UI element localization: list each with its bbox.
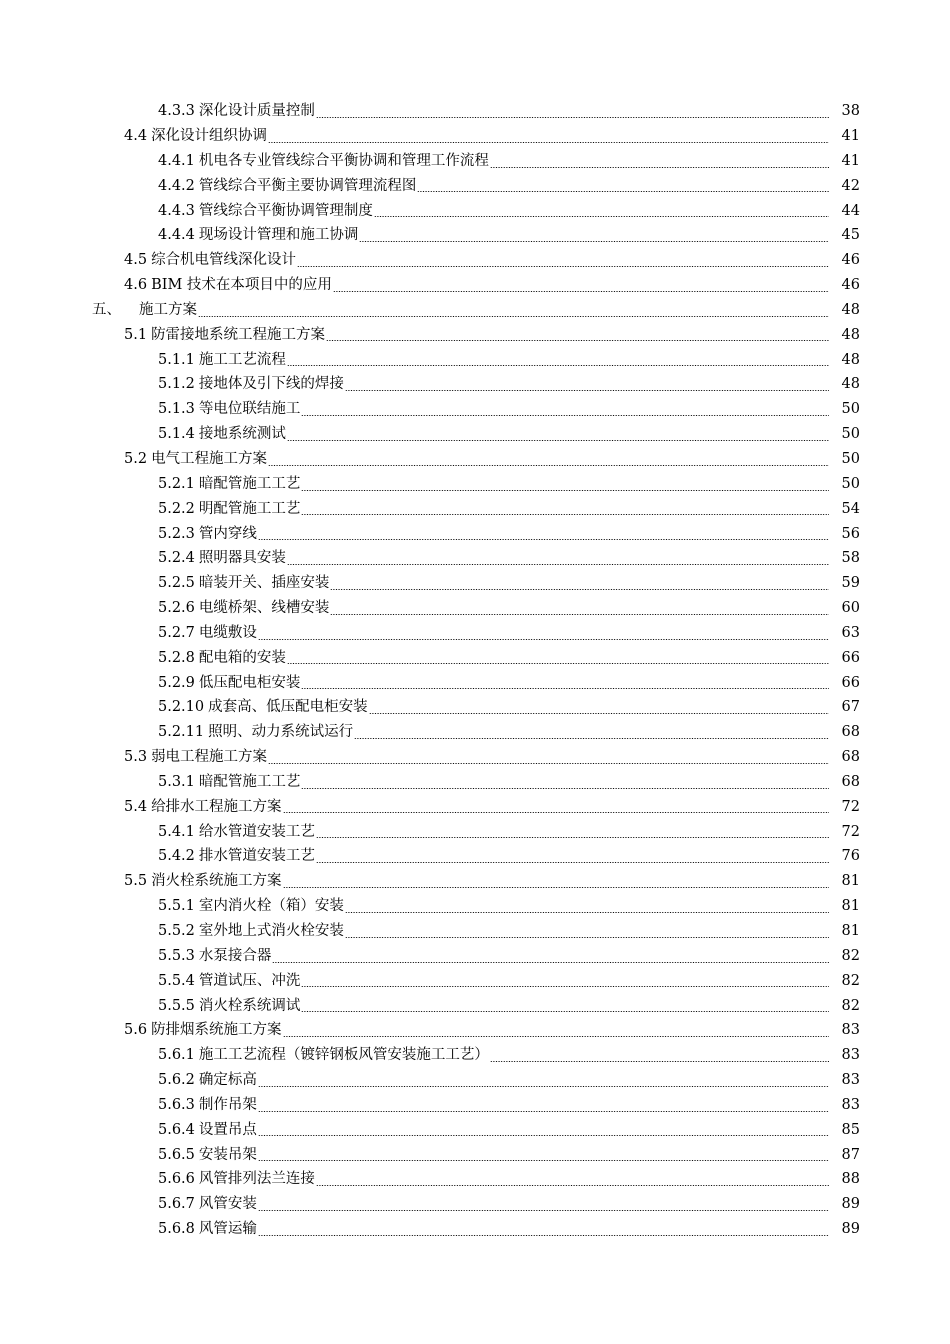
dot-leader — [359, 241, 829, 242]
toc-entry-title: 安装吊架 — [198, 1146, 257, 1163]
toc-entry-title: 电气工程施工方案 — [151, 450, 268, 467]
toc-entry-number: 5.5.1 — [158, 898, 195, 915]
dot-leader — [345, 390, 829, 391]
toc-entry-page-number: 81 — [841, 923, 860, 940]
dot-leader — [326, 340, 829, 341]
toc-entry-number: 5.6.6 — [158, 1171, 195, 1188]
toc-entry-page-number: 83 — [841, 1072, 860, 1089]
dot-leader — [301, 415, 829, 416]
dot-leader — [258, 539, 829, 540]
toc-entry[interactable] — [0, 670, 950, 695]
toc-entry-page-number: 50 — [841, 426, 860, 443]
toc-entry-number: 5.6.2 — [158, 1072, 195, 1089]
dot-leader — [316, 837, 829, 838]
toc-entry-page-number: 87 — [841, 1146, 860, 1163]
toc-entry-number: 4.4.4 — [158, 227, 195, 244]
dot-leader — [345, 912, 829, 913]
dot-leader — [490, 167, 829, 168]
toc-entry-title: 机电各专业管线综合平衡协调和管理工作流程 — [198, 152, 489, 169]
toc-entry-title: 确定标高 — [198, 1072, 257, 1089]
toc-entry-title: 暗配管施工工艺 — [198, 475, 301, 492]
toc-entry-title: 施工工艺流程（镀锌钢板风管安装施工工艺） — [198, 1047, 489, 1064]
table-of-contents — [0, 99, 950, 1242]
toc-entry-page-number: 60 — [841, 600, 860, 617]
toc-entry-number: 4.3.3 — [158, 103, 195, 120]
toc-entry-number: 4.4.2 — [158, 177, 195, 194]
toc-entry-number: 5.2.1 — [158, 475, 195, 492]
toc-entry-title: 深化设计组织协调 — [151, 128, 268, 145]
toc-entry-page-number: 68 — [841, 749, 860, 766]
toc-entry-title: 防雷接地系统工程施工方案 — [151, 326, 326, 343]
toc-entry-page-number: 89 — [841, 1196, 860, 1213]
toc-entry-title: 风管排列法兰连接 — [198, 1171, 315, 1188]
toc-entry-number: 5.1 — [124, 326, 148, 343]
toc-entry-page-number: 83 — [841, 1022, 860, 1039]
toc-entry-page-number: 54 — [841, 500, 860, 517]
toc-entry[interactable] — [0, 770, 950, 795]
toc-entry-number: 5.1.2 — [158, 376, 195, 393]
toc-entry-page-number: 48 — [841, 301, 860, 318]
toc-entry-number: 5.6.7 — [158, 1196, 195, 1213]
toc-entry-page-number: 81 — [841, 873, 860, 890]
toc-entry-page-number: 66 — [841, 649, 860, 666]
toc-entry[interactable] — [0, 149, 950, 174]
toc-entry[interactable] — [0, 546, 950, 571]
toc-entry-title: 配电箱的安装 — [198, 649, 286, 666]
toc-entry-number: 5.5 — [124, 873, 148, 890]
toc-entry-title: 电缆桥架、线槽安装 — [198, 600, 330, 617]
dot-leader — [268, 465, 829, 466]
dot-leader — [258, 1086, 829, 1087]
toc-entry[interactable] — [0, 347, 950, 372]
toc-entry-number: 5.2.8 — [158, 649, 195, 666]
toc-entry-number: 5.2.6 — [158, 600, 195, 617]
toc-entry[interactable] — [0, 223, 950, 248]
dot-leader — [354, 738, 829, 739]
toc-entry-page-number: 83 — [841, 1096, 860, 1113]
toc-entry-page-number: 41 — [841, 152, 860, 169]
toc-entry-page-number: 50 — [841, 401, 860, 418]
toc-entry-page-number: 72 — [841, 798, 860, 815]
toc-entry-title: 管线综合平衡主要协调管理流程图 — [198, 177, 417, 194]
dot-leader — [258, 1210, 829, 1211]
toc-entry-number: 4.5 — [124, 252, 148, 269]
toc-entry[interactable] — [0, 397, 950, 422]
toc-entry-title: 消火栓系统调试 — [198, 997, 301, 1014]
toc-entry-number: 5.2.2 — [158, 500, 195, 517]
toc-entry-title: 深化设计质量控制 — [198, 103, 315, 120]
toc-entry-page-number: 81 — [841, 898, 860, 915]
toc-entry-title: 排水管道安装工艺 — [198, 848, 315, 865]
dot-leader — [301, 788, 829, 789]
toc-entry[interactable] — [0, 1043, 950, 1068]
dot-leader — [283, 1036, 829, 1037]
toc-entry[interactable] — [0, 1142, 950, 1167]
toc-entry-number: 5.6.4 — [158, 1121, 195, 1138]
dot-leader — [287, 564, 829, 565]
dot-leader — [258, 639, 829, 640]
toc-entry-title: 给排水工程施工方案 — [151, 798, 282, 815]
toc-entry[interactable] — [0, 273, 950, 298]
toc-entry-title: 风管运输 — [198, 1221, 257, 1238]
toc-entry-page-number: 68 — [841, 773, 860, 790]
toc-entry[interactable] — [0, 1192, 950, 1217]
toc-entry-number: 5.6.5 — [158, 1146, 195, 1163]
toc-entry[interactable] — [0, 372, 950, 397]
toc-entry-page-number: 42 — [841, 177, 860, 194]
toc-entry-number: 5.5.2 — [158, 923, 195, 940]
toc-entry[interactable] — [0, 745, 950, 770]
toc-entry[interactable] — [0, 571, 950, 596]
toc-entry-title: 照明器具安装 — [198, 550, 286, 567]
toc-entry-title: 管道试压、冲洗 — [198, 972, 301, 989]
toc-entry[interactable] — [0, 819, 950, 844]
dot-leader — [301, 688, 829, 689]
dot-leader — [198, 316, 829, 317]
toc-entry-title: 暗配管施工工艺 — [198, 773, 301, 790]
toc-entry-page-number: 82 — [841, 972, 860, 989]
toc-entry-title: 风管安装 — [198, 1196, 257, 1213]
dot-leader — [258, 1135, 829, 1136]
dot-leader — [369, 713, 829, 714]
toc-entry[interactable] — [0, 472, 950, 497]
toc-entry-page-number: 38 — [841, 103, 860, 120]
dot-leader — [374, 216, 829, 217]
toc-entry-number: 5.2 — [124, 450, 148, 467]
toc-entry[interactable] — [0, 621, 950, 646]
toc-entry[interactable] — [0, 447, 950, 472]
toc-entry[interactable] — [0, 695, 950, 720]
toc-entry-title: 照明、动力系统试运行 — [208, 724, 354, 741]
toc-entry[interactable] — [0, 894, 950, 919]
toc-entry-page-number: 85 — [841, 1121, 860, 1138]
toc-entry[interactable] — [0, 198, 950, 223]
toc-entry-page-number: 44 — [841, 202, 860, 219]
toc-entry-page-number: 41 — [841, 128, 860, 145]
toc-entry-number: 5.3.1 — [158, 773, 195, 790]
dot-leader — [316, 862, 829, 863]
dot-leader — [301, 490, 829, 491]
toc-entry-page-number: 76 — [841, 848, 860, 865]
dot-leader — [258, 1160, 829, 1161]
toc-entry-title: 接地系统测试 — [198, 426, 286, 443]
toc-entry-page-number: 48 — [841, 376, 860, 393]
toc-entry[interactable] — [0, 795, 950, 820]
toc-entry[interactable] — [0, 919, 950, 944]
toc-entry-page-number: 66 — [841, 674, 860, 691]
toc-entry-number: 5.2.4 — [158, 550, 195, 567]
toc-entry-title: 消火栓系统施工方案 — [151, 873, 282, 890]
toc-entry[interactable] — [0, 1118, 950, 1143]
toc-entry-number: 5.5.3 — [158, 947, 195, 964]
toc-entry-page-number: 45 — [841, 227, 860, 244]
toc-entry-page-number: 50 — [841, 450, 860, 467]
dot-leader — [272, 962, 829, 963]
dot-leader — [287, 663, 829, 664]
toc-entry-number: 5.5.4 — [158, 972, 195, 989]
toc-entry-page-number: 48 — [841, 326, 860, 343]
toc-entry-number: 5.2.3 — [158, 525, 195, 542]
dot-leader — [258, 1235, 829, 1236]
dot-leader — [316, 1185, 829, 1186]
toc-entry-number: 4.4.3 — [158, 202, 195, 219]
toc-entry-page-number: 82 — [841, 947, 860, 964]
toc-entry[interactable] — [0, 1093, 950, 1118]
toc-entry-page-number: 68 — [841, 724, 860, 741]
toc-entry-number: 五、 — [92, 301, 121, 318]
dot-leader — [287, 440, 829, 441]
toc-entry-title: 弱电工程施工方案 — [151, 749, 268, 766]
toc-entry[interactable] — [0, 646, 950, 671]
toc-entry-number: 5.4.2 — [158, 848, 195, 865]
toc-entry[interactable] — [0, 99, 950, 124]
toc-entry-number: 5.2.9 — [158, 674, 195, 691]
dot-leader — [490, 1061, 829, 1062]
toc-entry-page-number: 67 — [841, 699, 860, 716]
toc-entry[interactable] — [0, 969, 950, 994]
toc-entry-page-number: 48 — [841, 351, 860, 368]
toc-entry-title: 接地体及引下线的焊接 — [198, 376, 344, 393]
dot-leader — [283, 887, 829, 888]
toc-entry-number: 5.3 — [124, 749, 148, 766]
toc-entry-number: 5.1.1 — [158, 351, 195, 368]
dot-leader — [333, 291, 829, 292]
toc-entry[interactable] — [0, 521, 950, 546]
dot-leader — [283, 812, 829, 813]
toc-entry[interactable] — [0, 1167, 950, 1192]
toc-entry-title: 水泵接合器 — [198, 947, 272, 964]
toc-entry-number: 5.4.1 — [158, 823, 195, 840]
toc-entry[interactable] — [0, 1018, 950, 1043]
toc-entry-number: 5.1.3 — [158, 401, 195, 418]
toc-entry-number: 5.6 — [124, 1022, 148, 1039]
toc-entry-page-number: 50 — [841, 475, 860, 492]
toc-entry-title: 明配管施工工艺 — [198, 500, 301, 517]
toc-entry-number: 5.6.8 — [158, 1221, 195, 1238]
toc-entry-page-number: 46 — [841, 277, 860, 294]
toc-entry-number: 4.6 — [124, 277, 148, 294]
toc-entry-title: 防排烟系统施工方案 — [151, 1022, 282, 1039]
toc-entry[interactable] — [0, 993, 950, 1018]
toc-entry-title: 综合机电管线深化设计 — [151, 252, 297, 269]
dot-leader — [417, 191, 829, 192]
toc-entry-number: 4.4.1 — [158, 152, 195, 169]
toc-entry-number: 5.1.4 — [158, 426, 195, 443]
dot-leader — [316, 117, 829, 118]
toc-entry-number: 5.4 — [124, 798, 148, 815]
toc-entry-page-number: 63 — [841, 624, 860, 641]
toc-entry[interactable] — [0, 497, 950, 522]
toc-entry-title: 成套高、低压配电柜安装 — [208, 699, 368, 716]
toc-entry-title: 低压配电柜安装 — [198, 674, 301, 691]
dot-leader — [268, 763, 829, 764]
dot-leader — [287, 365, 829, 366]
toc-entry-number: 4.4 — [124, 128, 148, 145]
toc-entry[interactable] — [0, 323, 950, 348]
toc-entry[interactable] — [0, 1217, 950, 1242]
toc-entry-title: 现场设计管理和施工协调 — [198, 227, 359, 244]
toc-entry-page-number: 83 — [841, 1047, 860, 1064]
toc-entry-number: 5.5.5 — [158, 997, 195, 1014]
toc-entry-title: 管线综合平衡协调管理制度 — [198, 202, 373, 219]
dot-leader — [345, 937, 829, 938]
toc-entry-page-number: 56 — [841, 525, 860, 542]
toc-entry-page-number: 89 — [841, 1221, 860, 1238]
toc-entry[interactable] — [0, 844, 950, 869]
dot-leader — [258, 1111, 829, 1112]
toc-entry[interactable] — [0, 248, 950, 273]
toc-entry[interactable] — [0, 720, 950, 745]
toc-entry-title: 施工方案 — [139, 301, 197, 318]
toc-entry-page-number: 59 — [841, 575, 860, 592]
dot-leader — [330, 589, 829, 590]
toc-entry[interactable] — [0, 422, 950, 447]
toc-entry-page-number: 72 — [841, 823, 860, 840]
toc-entry-title: 电缆敷设 — [198, 624, 257, 641]
toc-entry-number: 5.6.1 — [158, 1047, 195, 1064]
toc-entry-number: 5.2.5 — [158, 575, 195, 592]
toc-entry[interactable] — [0, 869, 950, 894]
toc-entry-title: 给水管道安装工艺 — [198, 823, 315, 840]
toc-entry-title: 等电位联结施工 — [198, 401, 301, 418]
toc-entry-title: 设置吊点 — [198, 1121, 257, 1138]
toc-entry[interactable] — [0, 298, 950, 323]
toc-entry-page-number: 88 — [841, 1171, 860, 1188]
toc-entry[interactable] — [0, 174, 950, 199]
toc-entry-number: 5.2.10 — [158, 699, 205, 716]
toc-entry-page-number: 46 — [841, 252, 860, 269]
dot-leader — [301, 1011, 829, 1012]
toc-entry-title: 制作吊架 — [198, 1096, 257, 1113]
toc-entry-title: 管内穿线 — [198, 525, 257, 542]
dot-leader — [330, 614, 829, 615]
toc-entry-number: 5.6.3 — [158, 1096, 195, 1113]
toc-entry-number: 5.2.7 — [158, 624, 195, 641]
toc-entry-title: 暗装开关、插座安装 — [198, 575, 330, 592]
toc-entry[interactable] — [0, 596, 950, 621]
toc-entry-title: 室内消火栓（箱）安装 — [198, 898, 344, 915]
toc-entry[interactable] — [0, 944, 950, 969]
toc-entry-page-number: 82 — [841, 997, 860, 1014]
toc-entry-number: 5.2.11 — [158, 724, 205, 741]
dot-leader — [268, 142, 829, 143]
toc-entry-title: 室外地上式消火栓安装 — [198, 923, 344, 940]
toc-entry[interactable] — [0, 1068, 950, 1093]
dot-leader — [301, 986, 829, 987]
toc-entry-page-number: 58 — [841, 550, 860, 567]
toc-entry-title: 施工工艺流程 — [198, 351, 286, 368]
toc-entry-title: BIM 技术在本项目中的应用 — [151, 277, 332, 294]
toc-entry[interactable] — [0, 124, 950, 149]
dot-leader — [301, 514, 829, 515]
dot-leader — [297, 266, 829, 267]
